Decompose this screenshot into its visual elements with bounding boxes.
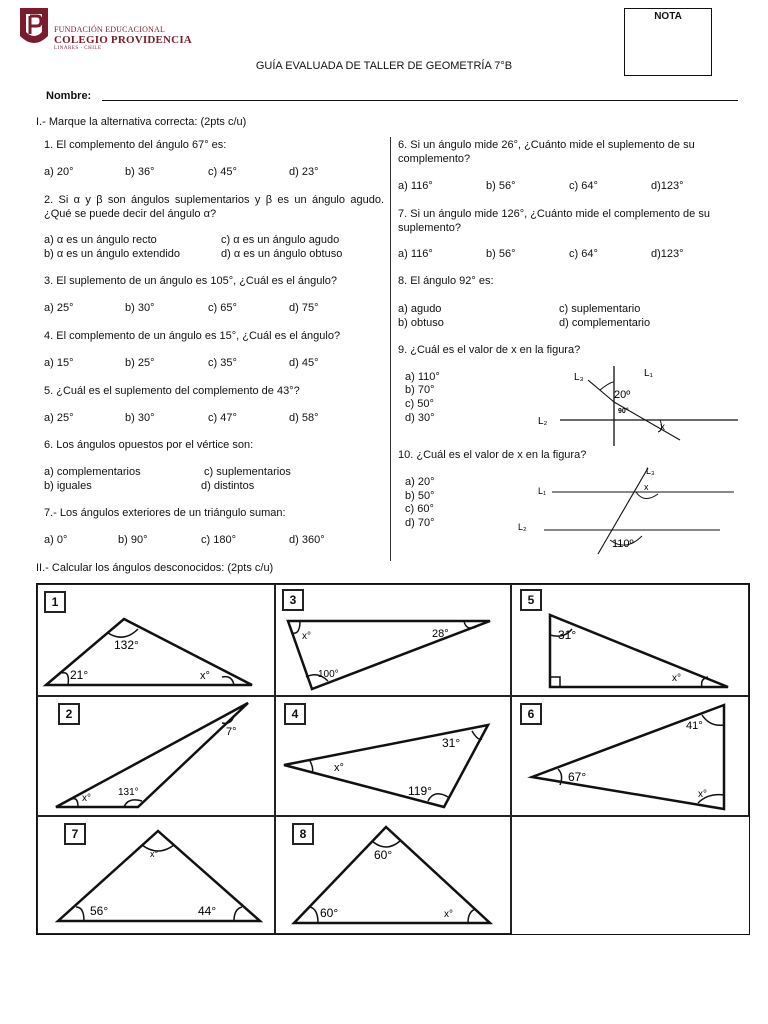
q6-option-b: b) iguales [44, 480, 92, 492]
q5-option-d: d) 58° [289, 412, 319, 424]
empty-cell [511, 816, 749, 934]
q8-text: 8. El ángulo 92° es: [398, 275, 494, 287]
t3-label-left: x° [302, 631, 311, 642]
q3-option-a: a) 25° [44, 302, 74, 314]
q10-label-l2: L₂ [518, 522, 527, 532]
triangle-cell-7 [37, 816, 275, 934]
triangle-cell-5 [511, 584, 749, 696]
q10-option-b: b) 50° [405, 490, 435, 502]
q10-text: 10. ¿Cuál es el valor de x en la figura? [398, 449, 587, 461]
q9-option-a: a) 110° [405, 371, 440, 383]
q9-figure [530, 358, 740, 448]
section1-heading: I.- Marque la alternativa correcta: (2pts c/u) [36, 116, 247, 128]
q6r-text: 6. Si un ángulo mide 26°, ¿Cuánto mide el suplemento de su complemento? [398, 139, 695, 165]
triangle-cell-8 [275, 816, 511, 934]
t2-label-left: x° [82, 793, 91, 804]
q4-option-a: a) 15° [44, 357, 74, 369]
t2-label-top: 7° [226, 726, 237, 738]
school-foundation: FUNDACIÓN EDUCACIONAL [54, 25, 166, 34]
t8-label-left: 60° [320, 906, 339, 920]
q4-option-b: b) 25° [125, 357, 155, 369]
q3-text: 3. El suplemento de un ángulo es 105°, ¿Cuál es el ángulo? [44, 275, 338, 287]
section2-heading: II.- Calcular los ángulos desconocidos: (2pts c/u) [36, 562, 274, 574]
q10-figure [514, 460, 740, 556]
t4-label-bottom: 119° [408, 784, 432, 798]
t5-label-top: 31° [558, 628, 577, 642]
t7-label-left: 56° [90, 904, 109, 918]
q6-text: 6. Los ángulos opuestos por el vértice son: [44, 439, 254, 451]
q8-option-b: b) obtuso [398, 317, 444, 329]
q7-option-d: d) 360° [289, 534, 325, 546]
school-logo [18, 6, 50, 50]
q2-option-b: b) α es un ángulo extendido [44, 248, 181, 260]
triangle-number: 5 [520, 589, 542, 611]
q7r-text: 7. Si un ángulo mide 126°, ¿Cuánto mide el complemento de su suplemento? [398, 208, 710, 234]
q5-option-b: b) 30° [125, 412, 155, 424]
q7r-option-a: a) 116° [398, 248, 433, 260]
q7r-option-b: b) 56° [486, 248, 516, 260]
q9-x: x [660, 422, 665, 433]
triangle-cell-4 [275, 696, 511, 816]
q8-option-c: c) suplementario [559, 303, 641, 315]
q5-option-a: a) 25° [44, 412, 74, 424]
q7-option-c: c) 180° [201, 534, 236, 546]
t1-label-right: x° [200, 670, 210, 682]
q9-option-b: b) 70° [405, 384, 435, 396]
triangle-number: 8 [292, 823, 314, 845]
triangle-number: 4 [284, 703, 306, 725]
q10-angle-110: 110º [612, 538, 634, 550]
triangle-number: 6 [520, 703, 542, 725]
name-field-line [102, 100, 738, 101]
t6-label-left: 67° [568, 770, 587, 784]
q9-text: 9. ¿Cuál es el valor de x en la figura? [398, 344, 581, 356]
t4-label-right: 31° [442, 736, 461, 750]
q10-option-d: d) 70° [405, 517, 435, 529]
q7-text: 7.- Los ángulos exteriores de un triángulo suman: [44, 507, 286, 519]
q9-angle-20: 20º [614, 389, 631, 401]
q4-option-d: d) 45° [289, 357, 319, 369]
q10-label-l1: L₁ [538, 486, 547, 496]
t6-label-bottom: x° [698, 789, 707, 800]
grade-label: NOTA [654, 11, 682, 22]
q3-option-b: b) 30° [125, 302, 155, 314]
document-title: GUÍA EVALUADA DE TALLER DE GEOMETRÍA 7°B [255, 60, 513, 72]
triangle-grid [36, 583, 750, 935]
triangle-number: 1 [44, 591, 66, 613]
q1-option-d: d) 23° [289, 166, 319, 178]
t1-label-left: 21° [70, 668, 89, 682]
q9-label-l3: L₃ [574, 372, 584, 383]
q7r-option-d: d)123° [651, 248, 684, 260]
q9-option-c: c) 50° [405, 398, 434, 410]
q9-option-d: d) 30° [405, 412, 435, 424]
t3-label-bottom: 100° [318, 669, 339, 680]
q6-option-c: c) suplementarios [204, 466, 291, 478]
q7r-option-c: c) 64° [569, 248, 598, 260]
t4-label-left: x° [334, 762, 344, 774]
q10-option-a: a) 20° [405, 476, 435, 488]
q9-label-l1: L₁ [644, 368, 653, 379]
t7-label-top: x° [150, 849, 159, 859]
triangle-number: 7 [64, 823, 86, 845]
q1-option-a: a) 20° [44, 166, 74, 178]
t8-label-top: 60° [374, 848, 393, 862]
name-label: Nombre: [46, 90, 92, 102]
triangle-cell-2 [37, 696, 275, 816]
column-divider [390, 137, 391, 561]
t6-label-top: 41° [686, 720, 703, 732]
triangle-number: 2 [58, 703, 80, 725]
q3-option-c: c) 65° [208, 302, 237, 314]
triangle-number: 3 [282, 589, 304, 611]
q10-label-l3: L₃ [646, 466, 655, 476]
t3-label-right: 28° [432, 628, 449, 640]
q7-option-b: b) 90° [118, 534, 148, 546]
q3-option-d: d) 75° [289, 302, 319, 314]
q2-text: 2. Si α y β son ángulos suplementarios y β es un ángulo agudo. ¿Qué se puede decir del ángulo α? [44, 194, 384, 220]
q6r-option-c: c) 64° [569, 180, 598, 192]
q7-option-a: a) 0° [44, 534, 68, 546]
t2-label-right: 131° [118, 787, 139, 798]
school-name: COLEGIO PROVIDENCIA [54, 34, 192, 46]
q2-option-c: c) α es un ángulo agudo [221, 234, 340, 246]
q9-label-l2: L₂ [538, 416, 548, 427]
triangle-cell-1 [37, 584, 275, 696]
q8-option-d: d) complementario [559, 317, 651, 329]
t8-label-right: x° [444, 909, 453, 920]
t1-label-top: 132° [114, 638, 139, 652]
q4-text: 4. El complemento de un ángulo es 15°, ¿Cuál es el ángulo? [44, 330, 341, 342]
q6-option-d: d) distintos [201, 480, 255, 492]
q10-x: x [644, 482, 649, 492]
school-location: LINARES · CHILE [54, 46, 102, 51]
t7-label-right: 44° [198, 904, 217, 918]
q10-option-c: c) 60° [405, 503, 434, 515]
q1-option-b: b) 36° [125, 166, 155, 178]
q1-text: 1. El complemento del ángulo 67° es: [44, 139, 227, 151]
q2-option-a: a) α es un ángulo recto [44, 234, 157, 246]
q8-option-a: a) agudo [398, 303, 442, 315]
triangle-cell-6 [511, 696, 749, 816]
q6r-option-d: d)123° [651, 180, 684, 192]
q6-option-a: a) complementarios [44, 466, 141, 478]
q4-option-c: c) 35° [208, 357, 237, 369]
q5-option-c: c) 47° [208, 412, 237, 424]
q1-option-c: c) 45° [208, 166, 237, 178]
q5-text: 5. ¿Cuál es el suplemento del complemento de 43°? [44, 385, 300, 397]
q6r-option-a: a) 116° [398, 180, 433, 192]
q2-option-d: d) α es un ángulo obtuso [221, 248, 343, 260]
t5-label-right: x° [672, 673, 681, 684]
q6r-option-b: b) 56° [486, 180, 516, 192]
q9-right-angle: 90° [618, 408, 629, 415]
triangle-cell-3 [275, 584, 511, 696]
